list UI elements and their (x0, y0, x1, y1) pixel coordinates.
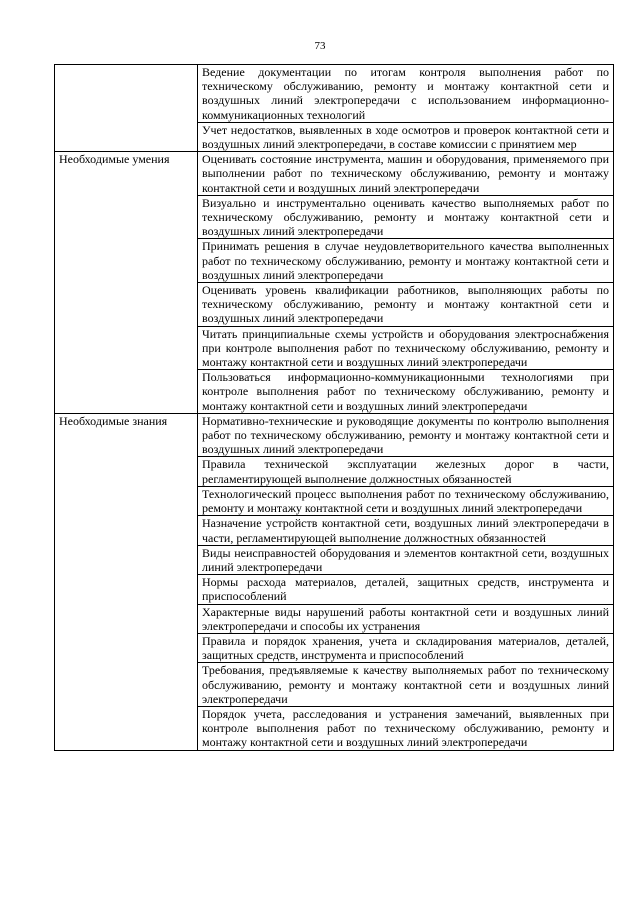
continuation-row (55, 65, 614, 123)
continuation-item-cell (198, 122, 614, 151)
skills-item-text: Оценивать состояние инструмента, машин и оборудования, применяемого при выполнении работ по техническому обслуживанию, ремонту и монтажу контактной сети и воздушных линий электропередачи (202, 152, 609, 195)
continuation-label-cell (55, 65, 198, 152)
knowledge-item-text: Правила технической эксплуатации железных дорог в части, регламентирующей выполнение должностных обязанностей (202, 457, 609, 486)
skills-item-cell (198, 239, 614, 283)
knowledge-item-text: Порядок учета, расследования и устранения замечаний, выявленных при контроле выполнения работ по техническому обслуживанию, ремонту и монтажу контактной сети и воздушных линий электропередачи (202, 706, 609, 750)
knowledge-row (55, 413, 614, 457)
knowledge-item-text: Нормы расхода материалов, деталей, защитных средств, инструмента и приспособлений (202, 575, 609, 604)
competency-table (54, 64, 614, 751)
skills-item-text: Визуально и инструментально оценивать качество выполняемых работ по техническому обслуживанию, ремонту и монтажу контактной сети и воздушных линий электропередачи (202, 195, 609, 239)
knowledge-item-text: Требования, предъявляемые к качеству выполняемых работ по техническому обслуживанию, ремонту и монтажу контактной сети и воздушных линий электропередачи (202, 663, 609, 706)
knowledge-item-cell (198, 633, 614, 662)
knowledge-item-cell (198, 516, 614, 545)
continuation-item-text: Ведение документации по итогам контроля выполнения работ по техническому обслуживанию, ремонту и монтажу контактной сети и воздушных линий электропередачи с использованием информационно-коммуникационных технологий (202, 65, 609, 122)
continuation-item-cell (198, 65, 614, 123)
skills-item-cell (198, 152, 614, 196)
knowledge-label: Необходимые знания (59, 413, 168, 428)
knowledge-item-cell (198, 413, 614, 457)
continuation-item-text: Учет недостатков, выявленных в ходе осмотров и проверок контактной сети и воздушных линий электропередачи, в составе комиссии с принятием мер (202, 122, 609, 152)
knowledge-item-cell (198, 663, 614, 707)
skills-item-cell (198, 326, 614, 370)
knowledge-label-cell (55, 413, 198, 750)
knowledge-item-text: Правила и порядок хранения, учета и складирования материалов, деталей, защитных средств, инструмента и приспособлений (202, 633, 609, 663)
knowledge-item-cell (198, 486, 614, 515)
knowledge-item-cell (198, 457, 614, 486)
skills-item-text: Оценивать уровень квалификации работников, выполняющих работы по техническому обслуживанию, ремонту и монтажу контактной сети и воздушных линий электропередачи (202, 283, 609, 326)
skills-label: Необходимые умения (59, 152, 170, 167)
competency-table-body (55, 65, 614, 751)
skills-label-cell (55, 152, 198, 414)
skills-item-text: Принимать решения в случае неудовлетворительного качества выполненных работ по техническому обслуживанию, ремонту и монтажу контактной сети и воздушных линий электропередачи (202, 239, 609, 282)
knowledge-item-cell (198, 575, 614, 604)
knowledge-item-text: Нормативно-технические и руководящие документы по контролю выполнения работ по техническому обслуживанию, ремонту и монтажу контактной сети и воздушных линий электропередачи (202, 413, 609, 457)
knowledge-item-cell (198, 545, 614, 574)
skills-item-cell (198, 370, 614, 414)
skills-row (55, 152, 614, 196)
knowledge-item-text: Характерные виды нарушений работы контактной сети и воздушных линий электропередачи и способы их устранения (202, 604, 609, 633)
page-number: 73 (314, 40, 326, 52)
knowledge-item-cell (198, 706, 614, 750)
skills-item-cell (198, 283, 614, 327)
skills-item-text: Читать принципиальные схемы устройств и оборудования электроснабжения при контроле выполнения работ по техническому обслуживанию, ремонту и монтажу контактной сети и воздушных линий электропередачи (202, 326, 609, 370)
skills-item-cell (198, 195, 614, 239)
knowledge-item-text: Виды неисправностей оборудования и элементов контактной сети, воздушных линий электропередачи (202, 545, 609, 574)
knowledge-item-text: Технологический процесс выполнения работ по техническому обслуживанию, ремонту и монтажу контактной сети и воздушных линий электропередачи (202, 486, 609, 516)
knowledge-item-cell (198, 604, 614, 633)
knowledge-item-text: Назначение устройств контактной сети, воздушных линий электропередачи в части, регламентирующей выполнение должностных обязанностей (202, 516, 609, 545)
skills-item-text: Пользоваться информационно-коммуникационными технологиями при контроле выполнения работ по техническому обслуживанию, ремонту и монтажу контактной сети и воздушных линий электропередачи (202, 370, 609, 413)
